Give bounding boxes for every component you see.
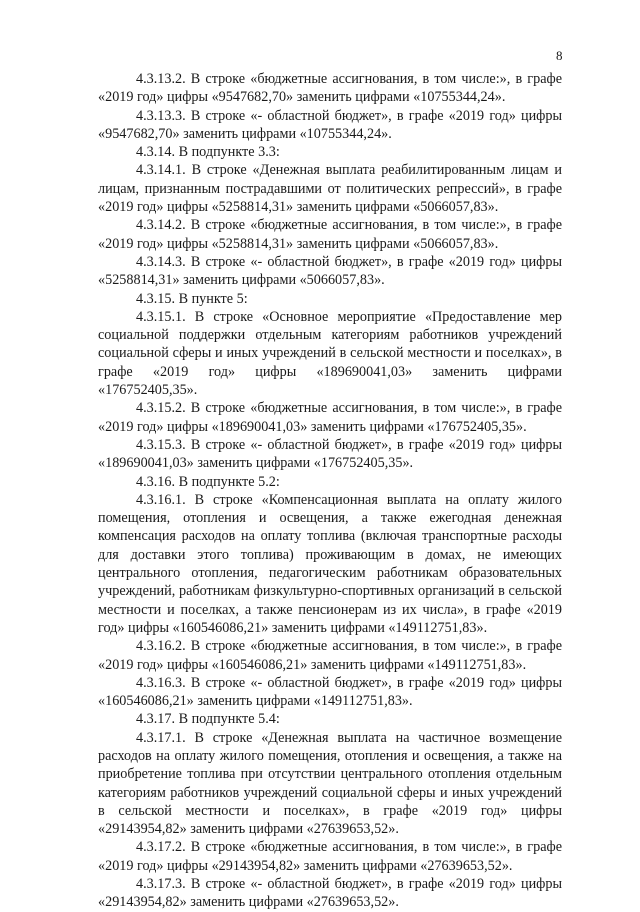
paragraph-4-3-15-1: 4.3.15.1. В строке «Основное мероприятие «Предоставление мер социальной поддержки отдельным категориям работников учреждений социальной сферы и иных учреждений в сельской местности и поселках», в графе «2019 год» цифры «189690041,03» заменить цифрами «176752405,35». <box>98 308 562 399</box>
paragraph-4-3-15: 4.3.15. В пункте 5: <box>136 290 248 307</box>
page-number: 8 <box>556 48 563 63</box>
paragraph-4-3-17-3: 4.3.17.3. В строке «- областной бюджет», в графе «2019 год» цифры «29143954,82» заменить цифрами «27639653,52». <box>98 876 562 911</box>
paragraph-4-3-13-2: 4.3.13.2. В строке «бюджетные ассигнования, в том числе:», в графе «2019 год» цифры «9547682,70» заменить цифрами «10755344,24». <box>98 71 562 106</box>
paragraph-4-3-17-1: 4.3.17.1. В строке «Денежная выплата на частичное возмещение расходов на оплату жилого помещения, отопления и освещения, а также на приобретение топлива при отсутствии центрального отопления отдельным категориям работников учреждений социальной сферы и иных учреждений в сельской местности и поселках», в графе «2019 год» цифры «29143954,82» заменить цифрами «27639653,52». <box>98 729 562 838</box>
paragraph-4-3-16: 4.3.16. В подпункте 5.2: <box>136 473 280 490</box>
paragraph-4-3-15-3: 4.3.15.3. В строке «- областной бюджет», в графе «2019 год» цифры «189690041,03» заменить цифрами «176752405,35». <box>98 436 562 472</box>
paragraph-4-3-13-3: 4.3.13.3. В строке «- областной бюджет», в графе «2019 год» цифры «9547682,70» заменить цифрами «10755344,24». <box>98 107 562 142</box>
document-body <box>98 70 562 912</box>
paragraph-4-3-14: 4.3.14. В подпункте 3.3: <box>136 144 280 161</box>
paragraph-4-3-16-1: 4.3.16.1. В строке «Компенсационная выплата на оплату жилого помещения, отопления и освещения, а также ежегодная денежная компенсация расходов на оплату топлива (включая транспортные расходы для доставки этого топлива) проживающим в домах, не имеющих центрального отопления, педагогическим работникам образовательных учреждений, работникам физкультурно-спортивных организаций в сельской местности и поселках, а также пенсионерам из их числа», в графе «2019 год» цифры «160546086,21» заменить цифрами «149112751,83». <box>98 491 562 636</box>
paragraph-4-3-16-3: 4.3.16.3. В строке «- областной бюджет», в графе «2019 год» цифры «160546086,21» заменить цифрами «149112751,83». <box>98 674 562 710</box>
paragraph-4-3-14-2: 4.3.14.2. В строке «бюджетные ассигнования, в том числе:», в графе «2019 год» цифры «5258814,31» заменить цифрами «5066057,83». <box>98 217 562 252</box>
paragraph-4-3-17-2: 4.3.17.2. В строке «бюджетные ассигнования, в том числе:», в графе «2019 год» цифры «29143954,82» заменить цифрами «27639653,52». <box>98 839 562 874</box>
paragraph-4-3-14-3: 4.3.14.3. В строке «- областной бюджет», в графе «2019 год» цифры «5258814,31» заменить цифрами «5066057,83». <box>98 253 562 289</box>
paragraph-4-3-15-2: 4.3.15.2. В строке «бюджетные ассигнования, в том числе:», в графе «2019 год» цифры «189690041,03» заменить цифрами «176752405,35». <box>98 400 562 435</box>
paragraph-4-3-14-1: 4.3.14.1. В строке «Денежная выплата реабилитированным лицам и лицам, признанным пострадавшими от политических репрессий», в графе «2019 год» цифры «5258814,31» заменить цифрами «5066057,83». <box>98 162 562 216</box>
paragraph-4-3-16-2: 4.3.16.2. В строке «бюджетные ассигнования, в том числе:», в графе «2019 год» цифры «160546086,21» заменить цифрами «149112751,83». <box>98 638 562 673</box>
paragraph-4-3-17: 4.3.17. В подпункте 5.4: <box>136 711 280 728</box>
